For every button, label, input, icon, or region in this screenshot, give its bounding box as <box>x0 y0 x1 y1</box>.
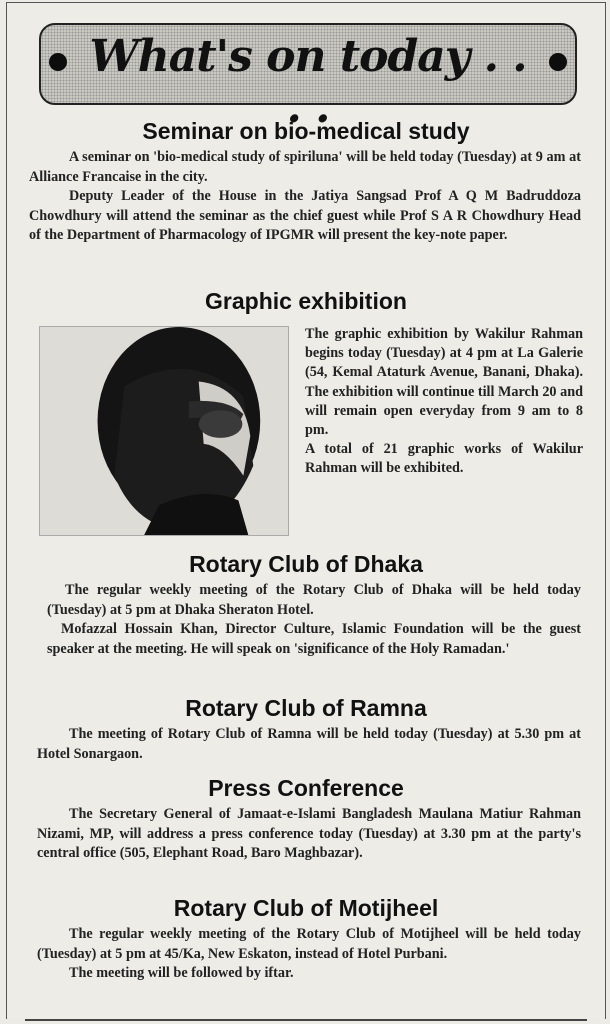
seminar-paragraph-2: Deputy Leader of the House in the Jatiya Sangsad Prof A Q M Badruddoza Chowdhury will attend the seminar as the chief guest while Prof S A R Chowdhury Head of the Department of Pharmacology of IPGMR will present the key-note paper. <box>29 188 581 243</box>
bullet-dot-left <box>49 53 67 71</box>
artist-portrait-photo <box>39 326 289 536</box>
rotary-motijheel-heading: Rotary Club of Motijheel <box>173 895 439 921</box>
rotary-motijheel-body <box>37 925 581 984</box>
rotary-dhaka-paragraph-1: The regular weekly meeting of the Rotary Club of Dhaka will be held today (Tuesday) at 5 pm at Dhaka Sheraton Hotel. <box>47 582 581 618</box>
bullet-dot-right <box>549 53 567 71</box>
rotary-dhaka-heading: Rotary Club of Dhaka <box>189 551 423 577</box>
rotary-ramna-heading: Rotary Club of Ramna <box>185 695 427 721</box>
exhibition-section <box>7 288 605 314</box>
press-section <box>7 775 605 864</box>
exhibition-body <box>305 325 583 479</box>
seminar-paragraph-1: A seminar on 'bio-medical study of spiriluna' will be held today (Tuesday) at 9 am at Alliance Francaise in the city. <box>29 149 581 185</box>
rotary-dhaka-section <box>7 551 605 659</box>
exhibition-paragraph-2: A total of 21 graphic works of Wakilur Rahman will be exhibited. <box>305 441 583 477</box>
seminar-body <box>29 148 581 246</box>
rotary-motijheel-section <box>7 895 605 984</box>
rotary-motijheel-paragraph-2: The meeting will be followed by iftar. <box>69 965 294 981</box>
rotary-dhaka-paragraph-2: Mofazzal Hossain Khan, Director Culture, Islamic Foundation will be the guest speaker at the meeting. He will speak on 'significance of the Holy Ramadan.' <box>47 621 581 657</box>
newspaper-column <box>6 2 606 1019</box>
rotary-ramna-paragraph-1: The meeting of Rotary Club of Ramna will be held today (Tuesday) at 5.30 pm at Hotel Sonargaon. <box>37 726 581 762</box>
press-paragraph-1: The Secretary General of Jamaat-e-Islami Bangladesh Maulana Matiur Rahman Nizami, MP, will address a press conference today (Tuesday) at 3.30 pm at the party's central office (505, Elephant Road, Baro Maghbazar). <box>37 806 581 861</box>
banner-title: What's on today . . . . <box>89 31 527 133</box>
bottom-rule <box>25 1019 587 1021</box>
exhibition-heading: Graphic exhibition <box>205 288 407 314</box>
seminar-section <box>7 118 605 246</box>
seminar-heading: Seminar on bio-medical study <box>142 118 470 144</box>
press-heading: Press Conference <box>208 775 404 801</box>
rotary-ramna-body <box>37 725 581 764</box>
rotary-ramna-section <box>7 695 605 764</box>
rotary-motijheel-paragraph-1: The regular weekly meeting of the Rotary Club of Motijheel will be held today (Tuesday) at 5 pm at 45/Ka, New Eskaton, instead of Hotel Purbani. <box>37 926 581 962</box>
exhibition-paragraph-1: The graphic exhibition by Wakilur Rahman begins today (Tuesday) at 4 pm at La Galerie (54, Kemal Ataturk Avenue, Banani, Dhaka). The exhibition will continue till March 20 and will remain open everyday from 9 am to 8 pm. <box>305 326 583 439</box>
press-body <box>37 805 581 864</box>
rotary-dhaka-body <box>47 581 581 659</box>
